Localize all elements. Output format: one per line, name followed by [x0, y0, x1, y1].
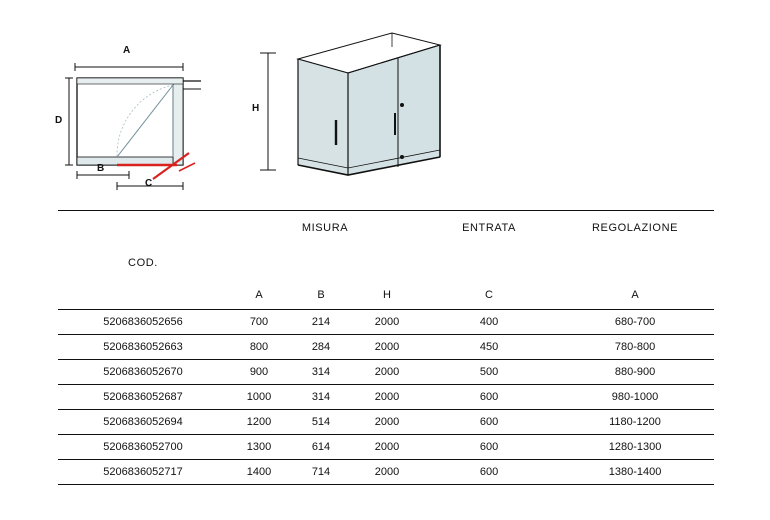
cell-c: 600: [422, 385, 556, 410]
cell-a: 900: [228, 360, 290, 385]
cell-c: 400: [422, 310, 556, 335]
cell-a: 800: [228, 335, 290, 360]
cell-reg: 1380-1400: [556, 460, 714, 485]
cell-code: 5206836052717: [58, 460, 228, 485]
group-header-regolazione: REGOLAZIONE: [556, 211, 714, 246]
cell-code: 5206836052694: [58, 410, 228, 435]
header-cod-label: COD.: [128, 257, 158, 269]
cell-h: 2000: [352, 460, 422, 485]
cell-b: 714: [290, 460, 352, 485]
cell-c: 450: [422, 335, 556, 360]
cod-row-blank-4: [422, 245, 556, 281]
cell-code: 5206836052700: [58, 435, 228, 460]
group-header-misura: MISURA: [228, 211, 422, 246]
persp-label-h: H: [252, 103, 260, 114]
cell-h: 2000: [352, 335, 422, 360]
cell-reg: 980-1000: [556, 385, 714, 410]
cell-code: 5206836052670: [58, 360, 228, 385]
table-row: [58, 460, 714, 485]
cell-a: 700: [228, 310, 290, 335]
table-body: [58, 310, 714, 485]
cell-h: 2000: [352, 310, 422, 335]
cell-b: 514: [290, 410, 352, 435]
cell-code: 5206836052656: [58, 310, 228, 335]
table-group-header-row: [58, 211, 714, 246]
cell-b: 214: [290, 310, 352, 335]
subheader-a: A: [228, 281, 290, 310]
subheader-c: C: [422, 281, 556, 310]
table-row: [58, 385, 714, 410]
plan-label-d: D: [55, 115, 63, 126]
cell-reg: 780-800: [556, 335, 714, 360]
perspective-view-svg: [250, 25, 470, 195]
cell-h: 2000: [352, 410, 422, 435]
cell-b: 284: [290, 335, 352, 360]
cell-c: 600: [422, 460, 556, 485]
cell-reg: 680-700: [556, 310, 714, 335]
table-cod-row: [58, 245, 714, 281]
cell-code: 5206836052687: [58, 385, 228, 410]
cell-reg: 1280-1300: [556, 435, 714, 460]
cell-code: 5206836052663: [58, 335, 228, 360]
cell-b: 314: [290, 385, 352, 410]
cell-b: 314: [290, 360, 352, 385]
perspective-view-drawing: [250, 25, 470, 195]
cell-h: 2000: [352, 435, 422, 460]
cell-c: 500: [422, 360, 556, 385]
cell-reg: 880-900: [556, 360, 714, 385]
cod-row-blank-5: [556, 245, 714, 281]
cod-row-blank-1: [228, 245, 290, 281]
specification-table: [58, 210, 714, 485]
table-header: [58, 211, 714, 310]
cell-h: 2000: [352, 360, 422, 385]
cell-a: 1000: [228, 385, 290, 410]
plan-label-b: B: [97, 163, 105, 174]
table-row: [58, 310, 714, 335]
cell-b: 614: [290, 435, 352, 460]
table-row: [58, 410, 714, 435]
subheader-blank: [58, 281, 228, 310]
plan-view-drawing: [55, 45, 205, 190]
specification-table-wrapper: [58, 210, 714, 485]
table-row: [58, 360, 714, 385]
plan-view-svg: [55, 45, 205, 190]
cell-a: 1400: [228, 460, 290, 485]
plan-label-a: A: [123, 45, 131, 56]
subheader-h: H: [352, 281, 422, 310]
cell-c: 600: [422, 435, 556, 460]
group-header-blank: [58, 211, 228, 246]
plan-label-c: C: [145, 178, 153, 189]
subheader-b: B: [290, 281, 352, 310]
table-subheader-row: [58, 281, 714, 310]
cell-c: 600: [422, 410, 556, 435]
table-row: [58, 435, 714, 460]
cell-reg: 1180-1200: [556, 410, 714, 435]
cell-h: 2000: [352, 385, 422, 410]
group-header-entrata: ENTRATA: [422, 211, 556, 246]
subheader-reg-a: A: [556, 281, 714, 310]
technical-drawings: [0, 0, 770, 205]
cod-row-blank-3: [352, 245, 422, 281]
cell-a: 1300: [228, 435, 290, 460]
table-row: [58, 335, 714, 360]
cod-row-blank-2: [290, 245, 352, 281]
cell-a: 1200: [228, 410, 290, 435]
